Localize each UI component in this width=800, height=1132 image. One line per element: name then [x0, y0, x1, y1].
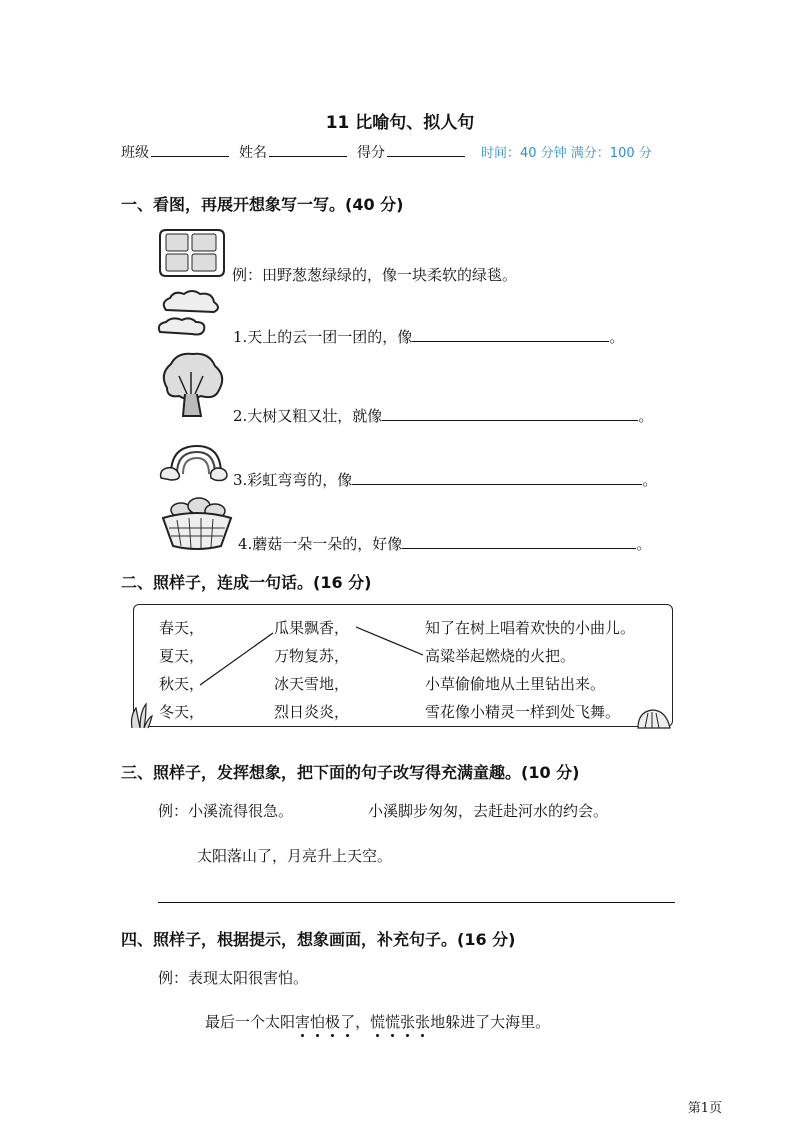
class-label: 班级 — [121, 145, 149, 161]
student-info-row — [121, 142, 652, 162]
season-1: 春天， — [159, 619, 205, 637]
name-label: 姓名 — [239, 145, 267, 161]
item-2-end: 。 — [638, 407, 654, 425]
item-1-blank[interactable] — [412, 326, 609, 342]
cloud-icon — [156, 288, 226, 338]
emphasized-char: 慌 — [370, 1013, 386, 1031]
phrase-2: 万物复苏， — [274, 647, 350, 665]
item-4-end: 。 — [636, 535, 652, 553]
item-4-blank[interactable] — [402, 533, 636, 549]
season-4: 冬天， — [159, 703, 205, 721]
section4-heading: 四、照样子，根据提示，想象画面，补充句子。(16 分) — [121, 930, 516, 949]
section1-heading: 一、看图，再展开想象写一写。(40 分) — [121, 195, 404, 214]
phrase-1: 瓜果飘香， — [274, 619, 350, 637]
sentence-part: 地躲进了大海里。 — [430, 1013, 551, 1031]
emphasized-char: 张 — [400, 1013, 416, 1031]
section3-answer-line[interactable] — [158, 902, 675, 903]
item-3-text: 3.彩虹弯弯的，像 — [233, 471, 353, 489]
time-note: 时间：40 分钟 满分：100 分 — [481, 146, 652, 161]
section3-heading: 三、照样子，发挥想象，把下面的句子改写得充满童趣。(10 分) — [121, 763, 580, 782]
emphasized-char: 慌 — [385, 1013, 401, 1031]
item-3-blank[interactable] — [352, 469, 642, 485]
item-4-text: 4.蘑菇一朵一朵的，好像 — [238, 535, 403, 553]
item-1 — [233, 326, 624, 347]
item-3 — [233, 469, 657, 490]
shell-icon — [634, 706, 674, 730]
page-number: 第1页 — [687, 1101, 722, 1116]
item-1-text: 1.天上的云一团一团的，像 — [233, 328, 413, 346]
field-map-icon — [158, 226, 226, 280]
emphasized-char: 极 — [325, 1013, 341, 1031]
item-2 — [233, 405, 653, 426]
connector-line — [356, 627, 423, 655]
section1-example: 例：田野葱葱绿绿的，像一块柔软的绿毯。 — [232, 266, 518, 284]
item-3-end: 。 — [642, 471, 658, 489]
item-2-blank[interactable] — [382, 405, 638, 421]
season-3: 秋天， — [159, 675, 205, 693]
phrase-4: 烈日炎炎， — [274, 703, 350, 721]
emphasized-phrase-2 — [370, 1013, 430, 1031]
sentence-part: 最后一个太阳 — [205, 1013, 296, 1031]
section4-example: 例：表现太阳很害怕。 — [158, 969, 309, 987]
grass-icon — [128, 700, 154, 730]
phrase-3: 冰天雪地， — [274, 675, 350, 693]
score-label: 得分 — [357, 145, 385, 161]
section3-example-b: 小溪脚步匆匆，去赶赴河水的约会。 — [368, 802, 609, 820]
clause-4: 雪花像小精灵一样到处飞舞。 — [425, 703, 621, 721]
emphasized-phrase-1 — [295, 1013, 355, 1031]
page-title: 11 比喻句、拟人句 — [325, 113, 475, 133]
clause-2: 高粱举起燃烧的火把。 — [425, 647, 576, 665]
clause-3: 小草偷偷地从土里钻出来。 — [425, 675, 606, 693]
emphasized-char: 张 — [415, 1013, 431, 1031]
connector-line — [200, 633, 273, 685]
emphasized-char: 了 — [340, 1013, 356, 1031]
item-4 — [238, 533, 651, 554]
emphasized-char: 害 — [295, 1013, 311, 1031]
item-2-text: 2.大树又粗又壮，就像 — [233, 407, 383, 425]
section3-example-a: 例：小溪流得很急。 — [158, 802, 294, 820]
name-field[interactable] — [269, 142, 347, 157]
rainbow-icon — [157, 440, 229, 484]
section4-sentence — [205, 1011, 550, 1032]
emphasized-char: 怕 — [310, 1013, 326, 1031]
example-connector-lines — [134, 605, 672, 726]
season-2: 夏天， — [159, 647, 205, 665]
clause-1: 知了在树上唱着欢快的小曲儿。 — [425, 619, 636, 637]
mushroom-basket-icon — [157, 494, 237, 552]
matching-box — [133, 604, 673, 727]
section2-heading: 二、照样子，连成一句话。(16 分) — [121, 573, 372, 592]
tree-icon — [157, 350, 227, 420]
class-field[interactable] — [151, 142, 229, 157]
section3-prompt: 太阳落山了，月亮升上天空。 — [197, 847, 393, 865]
sentence-part: ， — [355, 1013, 371, 1031]
item-1-end: 。 — [609, 328, 625, 346]
score-field[interactable] — [387, 142, 465, 157]
